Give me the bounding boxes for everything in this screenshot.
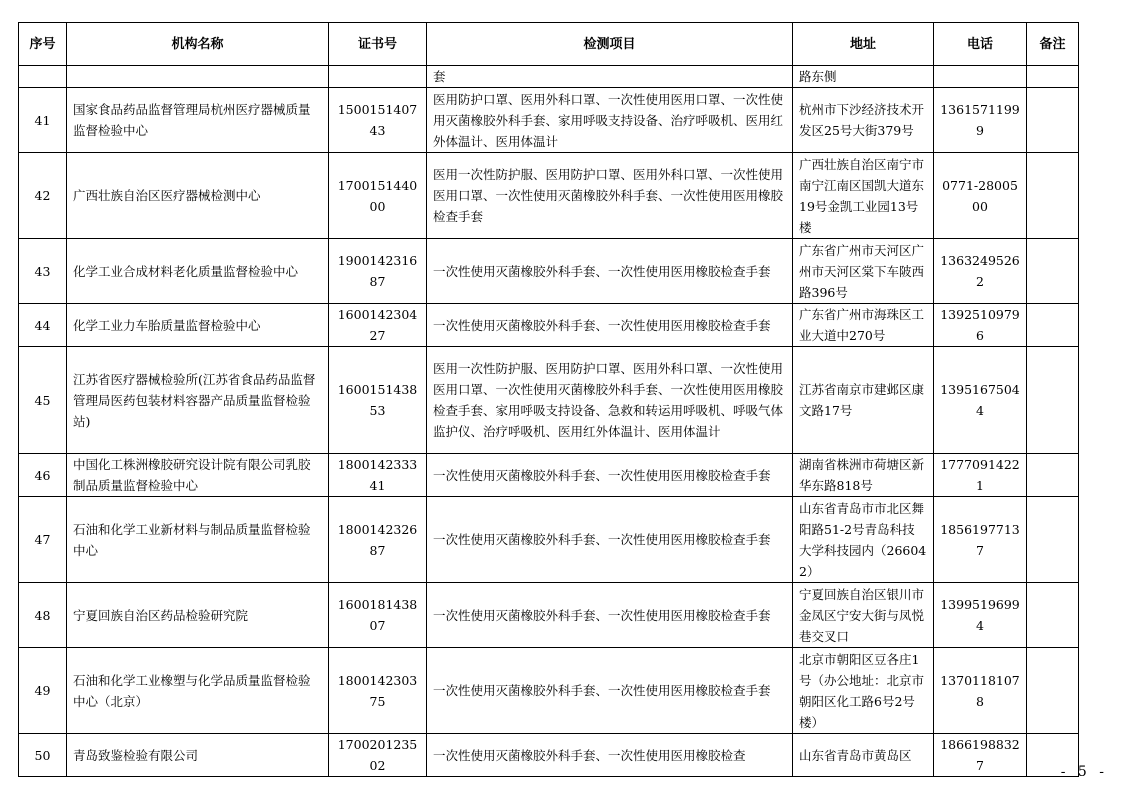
row-no: 45	[19, 347, 67, 454]
header-name: 机构名称	[67, 23, 329, 66]
page-number: - 5 -	[1060, 764, 1108, 780]
row-cert: 160014230427	[329, 304, 427, 347]
row-no: 48	[19, 583, 67, 648]
row-phone: 18561977137	[934, 497, 1027, 583]
row-note	[1027, 648, 1079, 734]
table-row	[19, 497, 1079, 583]
row-items: 一次性使用灭菌橡胶外科手套、一次性使用医用橡胶检查	[427, 734, 793, 777]
row-no: 46	[19, 454, 67, 497]
row-no: 49	[19, 648, 67, 734]
row-cert: 160015143853	[329, 347, 427, 454]
row-address: 杭州市下沙经济技术开发区25号大街379号	[793, 88, 934, 153]
row-name	[67, 66, 329, 88]
row-note	[1027, 88, 1079, 153]
row-cert: 180014233341	[329, 454, 427, 497]
row-items: 医用一次性防护服、医用防护口罩、医用外科口罩、一次性使用医用口罩、一次性使用灭菌橡胶外科手套、一次性使用医用橡胶检查手套	[427, 153, 793, 239]
row-phone: 13951675044	[934, 347, 1027, 454]
row-items: 一次性使用灭菌橡胶外科手套、一次性使用医用橡胶检查手套	[427, 239, 793, 304]
header-no: 序号	[19, 23, 67, 66]
row-note	[1027, 153, 1079, 239]
row-note	[1027, 239, 1079, 304]
row-cert: 150015140743	[329, 88, 427, 153]
table-row	[19, 153, 1079, 239]
row-cert: 180014232687	[329, 497, 427, 583]
row-name: 石油和化学工业橡塑与化学品质量监督检验中心（北京）	[67, 648, 329, 734]
row-address: 宁夏回族自治区银川市金凤区宁安大街与凤悦巷交叉口	[793, 583, 934, 648]
row-cert	[329, 66, 427, 88]
row-note	[1027, 497, 1079, 583]
row-items: 一次性使用灭菌橡胶外科手套、一次性使用医用橡胶检查手套	[427, 304, 793, 347]
row-address: 江苏省南京市建邺区康文路17号	[793, 347, 934, 454]
row-cert: 170015144000	[329, 153, 427, 239]
row-note	[1027, 583, 1079, 648]
row-name: 化学工业合成材料老化质量监督检验中心	[67, 239, 329, 304]
row-cert: 170020123502	[329, 734, 427, 777]
row-note	[1027, 347, 1079, 454]
row-no: 44	[19, 304, 67, 347]
table-row	[19, 583, 1079, 648]
table-row	[19, 734, 1079, 777]
table-row	[19, 648, 1079, 734]
row-cert: 190014231687	[329, 239, 427, 304]
row-phone: 13701181078	[934, 648, 1027, 734]
row-no: 43	[19, 239, 67, 304]
row-items: 医用一次性防护服、医用防护口罩、医用外科口罩、一次性使用医用口罩、一次性使用灭菌橡胶外科手套、一次性使用医用橡胶检查手套、家用呼吸支持设备、急救和转运用呼吸机、呼吸气体监护仪、治疗呼吸机、医用红外体温计、医用体温计	[427, 347, 793, 454]
table-row	[19, 454, 1079, 497]
row-no	[19, 66, 67, 88]
row-phone: 13995196994	[934, 583, 1027, 648]
table-header-row	[19, 23, 1079, 66]
row-name: 江苏省医疗器械检验所(江苏省食品药品监督管理局医药包装材料容器产品质量监督检验站)	[67, 347, 329, 454]
table-row	[19, 347, 1079, 454]
row-address: 广东省广州市天河区广州市天河区棠下车陂西路396号	[793, 239, 934, 304]
table-row	[19, 304, 1079, 347]
row-note	[1027, 454, 1079, 497]
header-cert: 证书号	[329, 23, 427, 66]
row-phone	[934, 66, 1027, 88]
row-name: 宁夏回族自治区药品检验研究院	[67, 583, 329, 648]
header-items: 检测项目	[427, 23, 793, 66]
row-address: 湖南省株洲市荷塘区新华东路818号	[793, 454, 934, 497]
row-phone: 13925109796	[934, 304, 1027, 347]
row-no: 50	[19, 734, 67, 777]
row-phone: 17770914221	[934, 454, 1027, 497]
row-note	[1027, 304, 1079, 347]
table-row	[19, 239, 1079, 304]
row-name: 国家食品药品监督管理局杭州医疗器械质量监督检验中心	[67, 88, 329, 153]
row-phone: 18661988327	[934, 734, 1027, 777]
row-no: 42	[19, 153, 67, 239]
row-name: 中国化工株洲橡胶研究设计院有限公司乳胶制品质量监督检验中心	[67, 454, 329, 497]
row-address: 山东省青岛市黄岛区	[793, 734, 934, 777]
row-name: 石油和化学工业新材料与制品质量监督检验中心	[67, 497, 329, 583]
row-items: 一次性使用灭菌橡胶外科手套、一次性使用医用橡胶检查手套	[427, 648, 793, 734]
row-name: 广西壮族自治区医疗器械检测中心	[67, 153, 329, 239]
institution-table	[18, 22, 1079, 777]
row-note	[1027, 66, 1079, 88]
table-row	[19, 88, 1079, 153]
row-items: 一次性使用灭菌橡胶外科手套、一次性使用医用橡胶检查手套	[427, 497, 793, 583]
row-phone: 13632495262	[934, 239, 1027, 304]
row-items: 一次性使用灭菌橡胶外科手套、一次性使用医用橡胶检查手套	[427, 583, 793, 648]
row-name: 青岛致鉴检验有限公司	[67, 734, 329, 777]
header-note: 备注	[1027, 23, 1079, 66]
header-address: 地址	[793, 23, 934, 66]
row-address: 北京市朝阳区豆各庄1号（办公地址：北京市朝阳区化工路6号2号楼）	[793, 648, 934, 734]
table-row	[19, 66, 1079, 88]
row-items: 一次性使用灭菌橡胶外科手套、一次性使用医用橡胶检查手套	[427, 454, 793, 497]
row-cert: 180014230375	[329, 648, 427, 734]
row-name: 化学工业力车胎质量监督检验中心	[67, 304, 329, 347]
row-phone: 0771-2800500	[934, 153, 1027, 239]
row-no: 47	[19, 497, 67, 583]
row-items: 医用防护口罩、医用外科口罩、一次性使用医用口罩、一次性使用灭菌橡胶外科手套、家用呼吸支持设备、治疗呼吸机、医用红外体温计、医用体温计	[427, 88, 793, 153]
row-items: 套	[427, 66, 793, 88]
row-cert: 160018143807	[329, 583, 427, 648]
row-no: 41	[19, 88, 67, 153]
header-phone: 电话	[934, 23, 1027, 66]
row-address: 路东侧	[793, 66, 934, 88]
row-address: 广西壮族自治区南宁市南宁江南区国凯大道东19号金凯工业园13号楼	[793, 153, 934, 239]
row-address: 山东省青岛市市北区舞阳路51-2号青岛科技大学科技园内（266042）	[793, 497, 934, 583]
row-phone: 13615711999	[934, 88, 1027, 153]
row-address: 广东省广州市海珠区工业大道中270号	[793, 304, 934, 347]
